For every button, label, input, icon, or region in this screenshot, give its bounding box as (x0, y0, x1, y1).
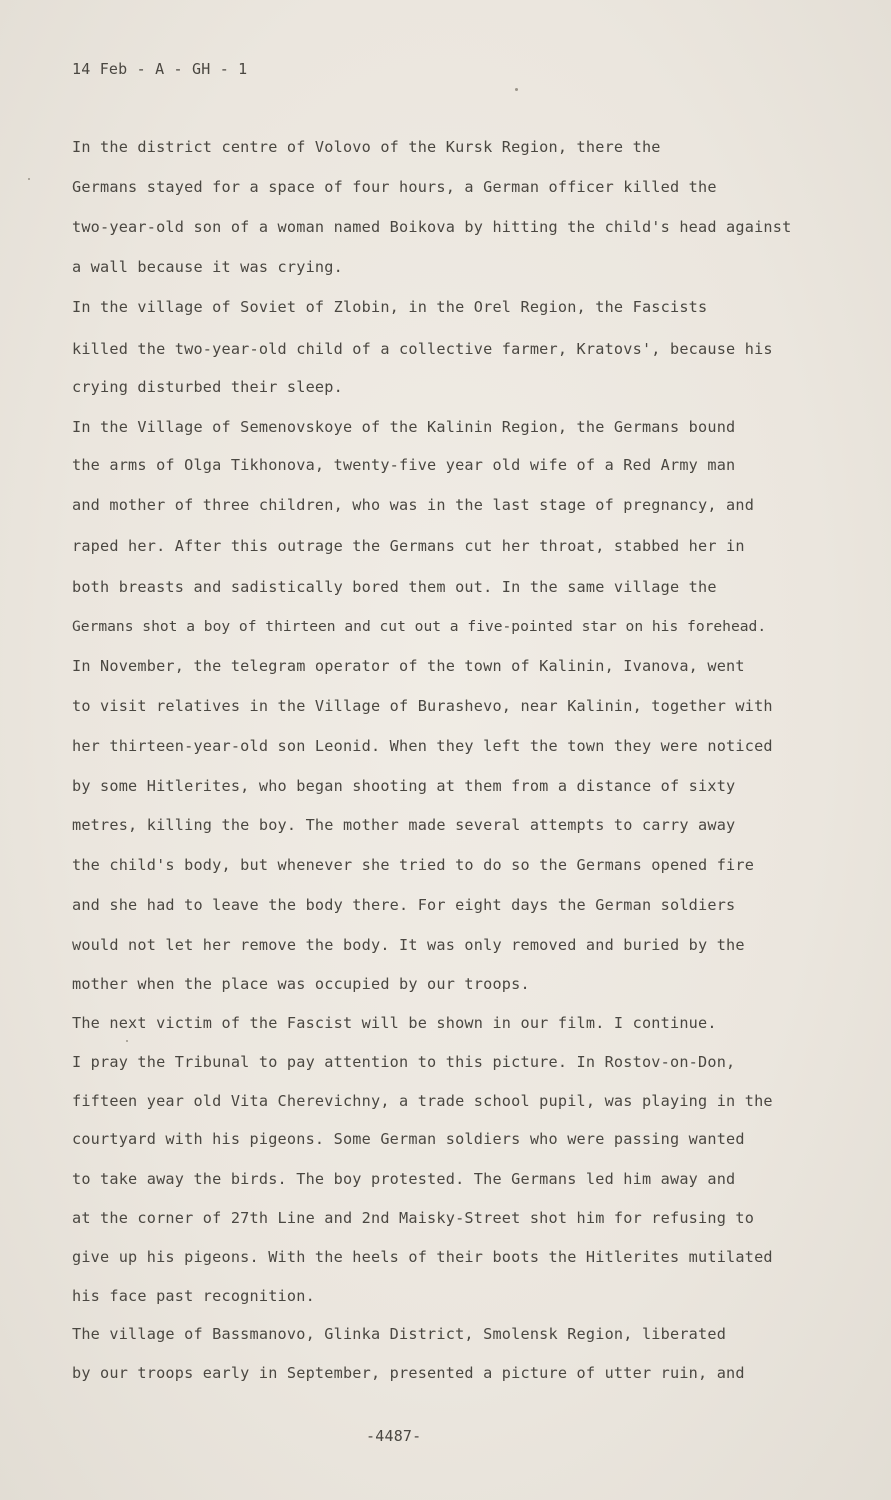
text-line: The next victim of the Fascist will be shown in our film. I continue. (72, 1014, 717, 1032)
text-line: crying disturbed their sleep. (72, 378, 343, 396)
text-line: by our troops early in September, presented a picture of utter ruin, and (72, 1364, 745, 1382)
text-line: In the village of Soviet of Zlobin, in the Orel Region, the Fascists (72, 298, 708, 316)
text-line: I pray the Tribunal to pay attention to this picture. In Rostov-on-Don, (72, 1053, 736, 1071)
text-line: and she had to leave the body there. For eight days the German soldiers (72, 896, 736, 914)
text-line: to take away the birds. The boy protested. The Germans led him away and (72, 1170, 736, 1188)
text-line: the arms of Olga Tikhonova, twenty-five year old wife of a Red Army man (72, 456, 736, 474)
page-number: -4487- (366, 1427, 422, 1445)
text-line: In the Village of Semenovskoye of the Kalinin Region, the Germans bound (72, 418, 736, 436)
text-line: her thirteen-year-old son Leonid. When they left the town they were noticed (72, 737, 773, 755)
text-line: his face past recognition. (72, 1287, 315, 1305)
paper-speck (515, 88, 518, 91)
text-line: would not let her remove the body. It was only removed and buried by the (72, 936, 745, 954)
text-line: give up his pigeons. With the heels of their boots the Hitlerites mutilated (72, 1248, 773, 1266)
text-line: both breasts and sadistically bored them out. In the same village the (72, 578, 717, 596)
text-line: In November, the telegram operator of the town of Kalinin, Ivanova, went (72, 657, 745, 675)
text-line: fifteen year old Vita Cherevichny, a trade school pupil, was playing in the (72, 1092, 773, 1110)
text-line: raped her. After this outrage the Germans cut her throat, stabbed her in (72, 537, 745, 555)
paper-speck (28, 178, 30, 180)
text-line: metres, killing the boy. The mother made several attempts to carry away (72, 816, 736, 834)
text-line: the child's body, but whenever she tried to do so the Germans opened fire (72, 856, 755, 874)
text-line: In the district centre of Volovo of the Kursk Region, there the (72, 138, 661, 156)
text-line: a wall because it was crying. (72, 258, 343, 276)
text-line: courtyard with his pigeons. Some German soldiers who were passing wanted (72, 1130, 745, 1148)
text-line: by some Hitlerites, who began shooting at them from a distance of sixty (72, 777, 736, 795)
text-line: at the corner of 27th Line and 2nd Maisky-Street shot him for refusing to (72, 1209, 755, 1227)
paper-speck (126, 1040, 128, 1042)
text-line: two-year-old son of a woman named Boikova by hitting the child's head against (72, 218, 792, 236)
text-line: and mother of three children, who was in the last stage of pregnancy, and (72, 496, 755, 514)
text-line: Germans shot a boy of thirteen and cut out a five-pointed star on his forehead. (72, 618, 767, 635)
text-line: Germans stayed for a space of four hours, a German officer killed the (72, 178, 717, 196)
document-header: 14 Feb - A - GH - 1 (72, 60, 248, 78)
text-line: to visit relatives in the Village of Burashevo, near Kalinin, together with (72, 697, 773, 715)
text-line: The village of Bassmanovo, Glinka District, Smolensk Region, liberated (72, 1325, 727, 1343)
text-line: killed the two-year-old child of a collective farmer, Kratovs', because his (72, 340, 773, 358)
text-line: mother when the place was occupied by our troops. (72, 975, 530, 993)
